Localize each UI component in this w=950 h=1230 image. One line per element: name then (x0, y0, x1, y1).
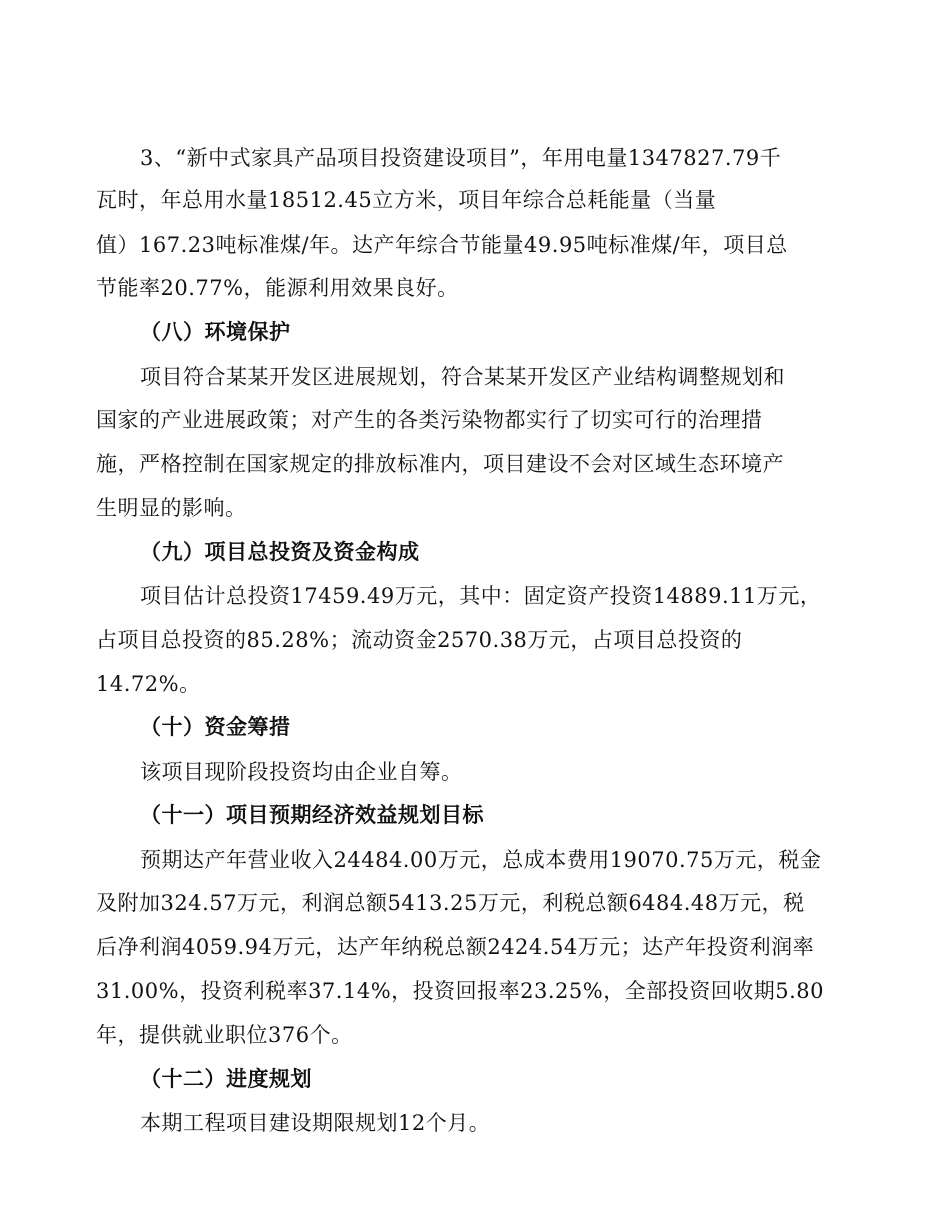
paragraph-energy-line-3: 值）167.23吨标准煤/年。达产年综合节能量49.95吨标准煤/年，项目总 (96, 233, 788, 257)
heading-environment: （八）环境保护 (140, 319, 291, 344)
paragraph-investment-line-2: 占项目总投资的85.28%；流动资金2570.38万元，占项目总投资的 (96, 628, 743, 652)
heading-investment: （九）项目总投资及资金构成 (140, 539, 420, 564)
paragraph-environment-line-3: 施，严格控制在国家规定的排放标准内，项目建设不会对区域生态环境产 (96, 452, 784, 476)
paragraph-energy-line-2: 瓦时，年总用水量18512.45立方米，项目年综合总耗能量（当量 (96, 188, 717, 212)
heading-schedule: （十二）进度规划 (140, 1066, 312, 1091)
heading-economic-benefit: （十一）项目预期经济效益规划目标 (140, 802, 484, 827)
paragraph-economic-line-3: 后净利润4059.94万元，达产年纳税总额2424.54万元；达产年投资利润率 (96, 935, 815, 959)
paragraph-environment-line-1: 项目符合某某开发区进展规划，符合某某开发区产业结构调整规划和 (140, 365, 785, 389)
paragraph-economic-line-4: 31.00%，投资利税率37.14%，投资回报率23.25%，全部投资回收期5.80 (96, 979, 824, 1003)
paragraph-environment-line-2: 国家的产业进展政策；对产生的各类污染物都实行了切实可行的治理措 (96, 408, 763, 432)
paragraph-energy-line-4: 节能率20.77%，能源利用效果良好。 (96, 276, 459, 300)
paragraph-funding-line-1: 该项目现阶段投资均由企业自筹。 (140, 760, 463, 784)
paragraph-investment-line-3: 14.72%。 (96, 672, 201, 696)
paragraph-schedule-line-1: 本期工程项目建设期限规划12个月。 (140, 1111, 491, 1135)
paragraph-economic-line-2: 及附加324.57万元，利润总额5413.25万元，利税总额6484.48万元，税 (96, 891, 805, 915)
paragraph-energy-line-1: 3、“新中式家具产品项目投资建设项目”，年用电量1347827.79千 (140, 146, 782, 170)
paragraph-investment-line-1: 项目估计总投资17459.49万元，其中：固定资产投资14889.11万元， (140, 584, 822, 608)
heading-funding: （十）资金筹措 (140, 714, 291, 739)
paragraph-environment-line-4: 生明显的影响。 (96, 496, 247, 520)
paragraph-economic-line-5: 年，提供就业职位376个。 (96, 1023, 353, 1047)
paragraph-economic-line-1: 预期达产年营业收入24484.00万元，总成本费用19070.75万元，税金 (140, 848, 822, 872)
